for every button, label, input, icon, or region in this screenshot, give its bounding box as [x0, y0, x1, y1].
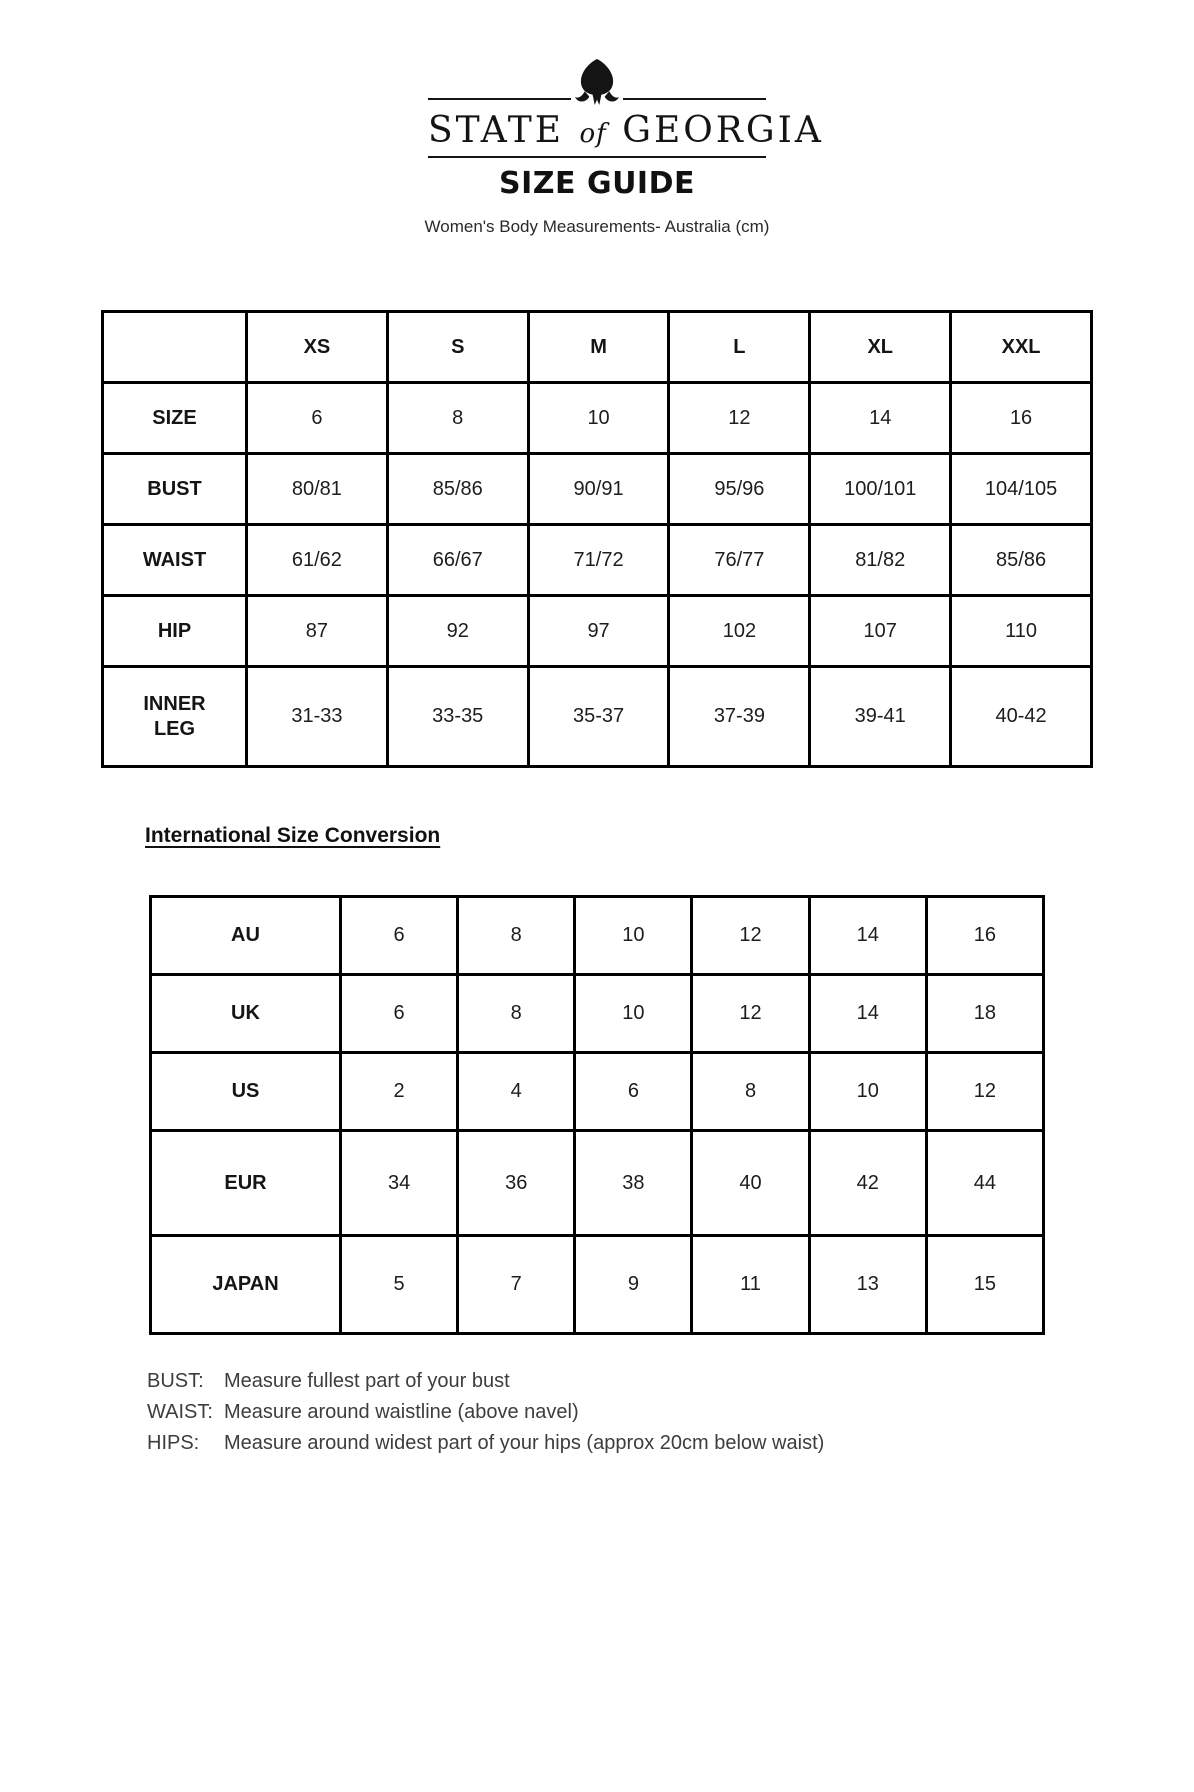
logo-bottom-rule — [428, 156, 766, 158]
cell-value: 38 — [575, 1131, 692, 1236]
cell-value: 13 — [809, 1236, 926, 1334]
cell-value: 104/105 — [951, 454, 1092, 525]
cell-value: 8 — [387, 383, 528, 454]
column-header: XS — [247, 312, 388, 383]
cell-value: 6 — [247, 383, 388, 454]
cell-value: 10 — [575, 897, 692, 975]
cell-value: 6 — [341, 975, 458, 1053]
cell-value: 12 — [692, 897, 809, 975]
row-label: EUR — [151, 1131, 341, 1236]
cell-value: 2 — [341, 1053, 458, 1131]
column-header: L — [669, 312, 810, 383]
cell-value: 40 — [692, 1131, 809, 1236]
column-header: S — [387, 312, 528, 383]
cell-value: 95/96 — [669, 454, 810, 525]
table-row — [103, 596, 1092, 667]
cell-value: 37-39 — [669, 667, 810, 767]
cell-value: 35-37 — [528, 667, 669, 767]
cell-value: 71/72 — [528, 525, 669, 596]
cell-value: 66/67 — [387, 525, 528, 596]
cell-value: 39-41 — [810, 667, 951, 767]
column-header: XL — [810, 312, 951, 383]
row-label: WAIST — [103, 525, 247, 596]
column-header — [103, 312, 247, 383]
table-header-row — [103, 312, 1092, 383]
cell-value: 12 — [692, 975, 809, 1053]
cell-value: 85/86 — [387, 454, 528, 525]
note-text: Measure around widest part of your hips (approx 20cm below waist) — [224, 1432, 825, 1454]
cell-value: 80/81 — [247, 454, 388, 525]
cell-value: 9 — [575, 1236, 692, 1334]
note-row-waist — [147, 1401, 824, 1424]
cell-value: 44 — [926, 1131, 1043, 1236]
cell-value: 90/91 — [528, 454, 669, 525]
cell-value: 10 — [575, 975, 692, 1053]
cell-value: 110 — [951, 596, 1092, 667]
page-title: SIZE GUIDE — [498, 166, 695, 201]
cell-value: 7 — [458, 1236, 575, 1334]
cell-value: 97 — [528, 596, 669, 667]
cell-value: 31-33 — [247, 667, 388, 767]
cell-value: 107 — [810, 596, 951, 667]
cell-value: 40-42 — [951, 667, 1092, 767]
brand-name-left: STATE — [428, 110, 565, 151]
cell-value: 42 — [809, 1131, 926, 1236]
table-row — [151, 897, 1044, 975]
cell-value: 36 — [458, 1131, 575, 1236]
oak-tree-icon — [574, 56, 620, 108]
cell-value: 100/101 — [810, 454, 951, 525]
row-label: US — [151, 1053, 341, 1131]
cell-value: 102 — [669, 596, 810, 667]
table-row — [151, 975, 1044, 1053]
logo-rule-row — [428, 56, 766, 108]
table-row — [103, 383, 1092, 454]
table-row — [151, 1131, 1044, 1236]
brand-name-right: GEORGIA — [622, 110, 824, 151]
measurement-notes — [147, 1370, 824, 1463]
row-label: AU — [151, 897, 341, 975]
row-label: HIP — [103, 596, 247, 667]
cell-value: 33-35 — [387, 667, 528, 767]
cell-value: 8 — [458, 975, 575, 1053]
note-row-bust — [147, 1370, 824, 1393]
logo-left-rule — [428, 98, 571, 100]
cell-value: 14 — [810, 383, 951, 454]
note-text: Measure fullest part of your bust — [224, 1370, 510, 1392]
column-header: XXL — [951, 312, 1092, 383]
note-label: WAIST: — [147, 1401, 213, 1423]
cell-value: 76/77 — [669, 525, 810, 596]
cell-value: 10 — [528, 383, 669, 454]
cell-value: 14 — [809, 975, 926, 1053]
cell-value: 18 — [926, 975, 1043, 1053]
cell-value: 14 — [809, 897, 926, 975]
row-label: SIZE — [103, 383, 247, 454]
cell-value: 85/86 — [951, 525, 1092, 596]
brand-header — [0, 56, 1194, 158]
cell-value: 15 — [926, 1236, 1043, 1334]
table-row — [151, 1236, 1044, 1334]
cell-value: 4 — [458, 1053, 575, 1131]
conversion-table — [149, 895, 1045, 1335]
cell-value: 34 — [341, 1131, 458, 1236]
row-label: INNER LEG — [103, 667, 247, 767]
table-row — [151, 1053, 1044, 1131]
brand-name — [428, 110, 824, 151]
table-row — [103, 667, 1092, 767]
cell-value: 16 — [926, 897, 1043, 975]
table-row — [103, 525, 1092, 596]
note-label: HIPS: — [147, 1432, 200, 1454]
conversion-heading: International Size Conversion — [145, 824, 441, 847]
cell-value: 10 — [809, 1053, 926, 1131]
cell-value: 12 — [926, 1053, 1043, 1131]
cell-value: 87 — [247, 596, 388, 667]
column-header: M — [528, 312, 669, 383]
cell-value: 92 — [387, 596, 528, 667]
cell-value: 8 — [692, 1053, 809, 1131]
cell-value: 61/62 — [247, 525, 388, 596]
row-label: JAPAN — [151, 1236, 341, 1334]
note-label: BUST: — [147, 1370, 204, 1392]
cell-value: 8 — [458, 897, 575, 975]
cell-value: 11 — [692, 1236, 809, 1334]
note-text: Measure around waistline (above navel) — [224, 1401, 579, 1423]
cell-value: 6 — [575, 1053, 692, 1131]
cell-value: 6 — [341, 897, 458, 975]
row-label: UK — [151, 975, 341, 1053]
logo-right-rule — [623, 98, 766, 100]
brand-name-of: of — [579, 119, 607, 149]
measurements-table — [101, 310, 1093, 768]
table-row — [103, 454, 1092, 525]
note-row-hips — [147, 1432, 824, 1455]
brand-logo — [428, 56, 824, 158]
cell-value: 81/82 — [810, 525, 951, 596]
cell-value: 12 — [669, 383, 810, 454]
row-label: BUST — [103, 454, 247, 525]
cell-value: 5 — [341, 1236, 458, 1334]
page-subtitle: Women's Body Measurements- Australia (cm) — [424, 217, 770, 236]
cell-value: 16 — [951, 383, 1092, 454]
